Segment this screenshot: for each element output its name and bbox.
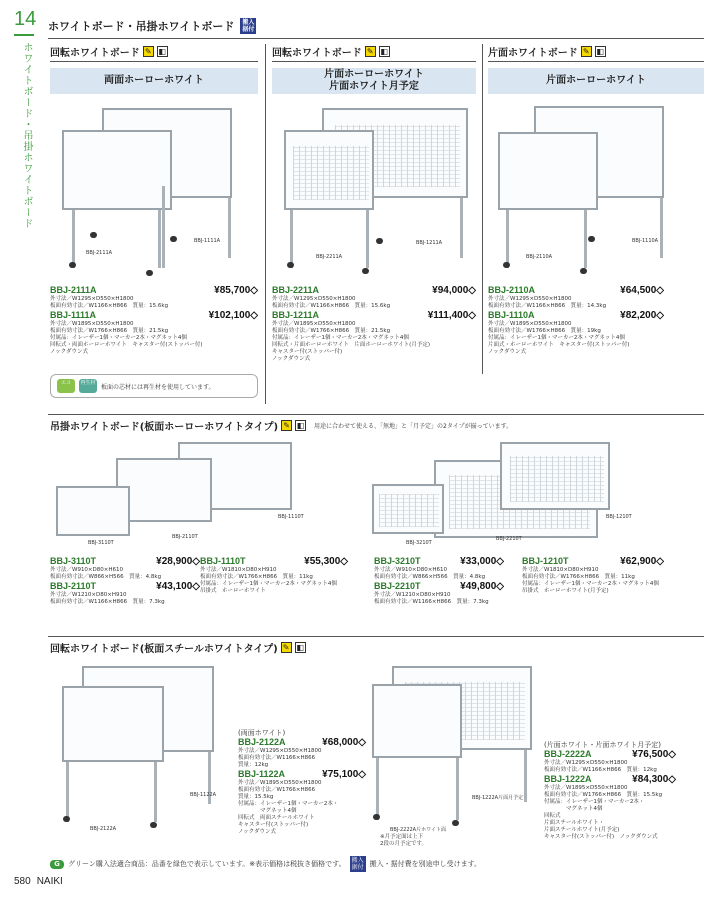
eco-note-box	[50, 374, 258, 398]
column-divider	[265, 44, 266, 404]
section-title: 吊掛ホワイトボード(板面ホーローホワイトタイプ) ✎ ◧	[50, 421, 305, 433]
product-item: BBJ-1111A ¥102,100◇ 外寸法／W1895×D550×H1800 板面有効寸法／W1766×H866 質量：21.5kg 付属品：イレーザー1個・マーカー2本・マグネット4個 回転式・両面ホーローホワイト キャスター付(ストッパー付) ノックダウン式	[50, 310, 258, 355]
footer-note: G グリーン購入法適合商品：品番を緑色で表示しています。※表示価格は税抜き価格です。 搬入据付 搬入・据付費を別途申し受けます。	[50, 856, 481, 872]
product-item: BBJ-1110A ¥82,200◇ 外寸法／W1895×D550×H1800 板面有効寸法／W1766×H866 質量：19kg 付属品：イレーザー1個・マーカー2本・マグネット4個 片面式・ホーローホワイト キャスター付(ストッパー付) ノックダウン式	[488, 310, 664, 355]
magnet-icon: ◧	[158, 47, 166, 56]
marker-icon: ✎	[143, 46, 154, 57]
product-code: BBJ-1122A	[238, 769, 286, 779]
section-title: 片面ホワイトボード ✎ ◧	[488, 47, 604, 59]
marker-icon: ✎	[581, 46, 592, 57]
eco-icon: エコ	[57, 379, 75, 393]
image-label: BBJ-2111A	[86, 250, 113, 256]
product-price: ¥55,300◇	[304, 556, 348, 567]
marker-icon: ✎	[281, 642, 292, 653]
section-rule	[48, 636, 704, 637]
product-price: ¥84,300◇	[632, 774, 676, 785]
product-item: BBJ-3210T ¥33,000◇ 外寸法／W910×D80×H610 板面有効寸法／W866×H566 質量：4.8kg	[374, 556, 504, 580]
product-item: BBJ-2110T ¥43,100◇ 外寸法／W1210×D80×H910 板面有効寸法／W1166×H866 質量：7.3kg	[50, 581, 200, 605]
image-label: BBJ-3110T	[88, 540, 114, 546]
product-price: ¥33,000◇	[460, 556, 504, 567]
image-label: BBJ-1210T	[606, 514, 632, 520]
delivery-badge: 搬入据付	[351, 857, 364, 871]
column-b	[272, 44, 476, 94]
image-label: BBJ-2222A片ホワイト面	[390, 827, 446, 833]
recycle-icon: 再生材	[79, 379, 97, 393]
product-item: BBJ-1122A ¥75,100◇ 外寸法／W1895×D550×H1800 板面有効寸法／W1766×H866 質量：15.5kg 付属品：イレーザー1個・マーカー2本・ マグネット4個 回転式 両面スチールホワイト キャスター付(ストッパー付) ノックダウン式	[238, 769, 366, 835]
image-label: BBJ-2110A	[526, 254, 553, 260]
product-item: BBJ-2122A ¥68,000◇ 外寸法／W1295×D550×H1800 板面有効寸法／W1166×H866 質量：12kg	[238, 737, 366, 768]
product-price: ¥43,100◇	[156, 581, 200, 592]
product-code: BBJ-3110T	[50, 556, 97, 566]
whiteboard-stand-image	[50, 98, 258, 278]
image-label: BBJ-1110T	[278, 514, 304, 520]
section-2-header	[50, 418, 704, 433]
month-schedule-note: ※月予定面は上下 2段の月予定です。	[380, 834, 428, 847]
page-footer	[14, 876, 63, 887]
product-item: BBJ-1210T ¥62,900◇ 外寸法／W1810×D80×H910 板面有効寸法／W1766×H866 質量：11kg 付属品：イレーザー1個・マーカー2本・マグネット4個 吊掛式 ホーローホワイト(月予定)	[522, 556, 664, 594]
hanging-board-image	[50, 436, 320, 551]
group-heading: (片面ホワイト・片面ホワイト月予定)	[544, 741, 662, 749]
product-price: ¥62,900◇	[620, 556, 664, 567]
product-list	[374, 556, 504, 606]
image-label: BBJ-2210T	[496, 536, 522, 542]
marker-icon: ✎	[281, 420, 292, 431]
header-rule	[48, 38, 704, 39]
image-label: BBJ-2211A	[316, 254, 343, 260]
product-subtitle: 片面ホーローホワイト 片面ホワイト月予定	[272, 68, 476, 94]
section-rule	[48, 414, 704, 415]
product-item: BBJ-1211A ¥111,400◇ 外寸法／W1895×D550×H1800 板面有効寸法／W1766×H866 質量：21.5kg 付属品：イレーザー1個・マーカー2本・マグネット4個 回転式・片面ホーローホワイト 片面ホーローホワイト(月予定) キャスター付(ストッパー付) ノックダウン式	[272, 310, 476, 362]
product-group-left	[238, 730, 366, 836]
whiteboard-stand-image	[488, 98, 704, 278]
product-code: BBJ-1211A	[272, 310, 320, 320]
product-code: BBJ-2122A	[238, 737, 286, 747]
product-price: ¥68,000◇	[322, 737, 366, 748]
image-label: BBJ-1111A	[194, 238, 221, 244]
product-code: BBJ-2110A	[488, 285, 536, 295]
product-code: BBJ-1110A	[488, 310, 535, 320]
hanging-board-image	[370, 436, 670, 551]
section-title: 回転ホワイトボード ✎ ◧	[272, 47, 388, 59]
product-price: ¥85,700◇	[214, 285, 258, 296]
whiteboard-stand-image	[368, 660, 540, 838]
product-list	[272, 285, 476, 363]
section-title: 回転ホワイトボード(板面スチールホワイトタイプ) ✎ ◧	[50, 643, 304, 655]
product-price: ¥94,000◇	[432, 285, 476, 296]
product-price: ¥76,500◇	[632, 749, 676, 760]
section-title: 回転ホワイトボード ✎ ◧	[50, 47, 166, 59]
image-label: BBJ-1211A	[416, 240, 443, 246]
product-list	[50, 556, 200, 606]
column-c	[488, 44, 704, 94]
product-price: ¥102,100◇	[208, 310, 258, 321]
page-number: 580	[14, 876, 31, 887]
marker-icon: ✎	[365, 46, 376, 57]
image-label: BBJ-1110A	[632, 238, 659, 244]
product-item: BBJ-2211A ¥94,000◇ 外寸法／W1295×D550×H1800 板面有効寸法／W1166×H866 質量：15.6kg	[272, 285, 476, 309]
product-subtitle: 両面ホーローホワイト	[50, 68, 258, 94]
product-list	[50, 285, 258, 356]
product-price: ¥49,800◇	[460, 581, 504, 592]
sidebar-category: ホワイトボード・吊掛ホワイトボード	[14, 34, 34, 229]
product-code: BBJ-2111A	[50, 285, 97, 295]
product-code: BBJ-1110T	[200, 556, 246, 566]
green-purchase-icon: G	[50, 860, 64, 869]
product-code: BBJ-2222A	[544, 749, 592, 759]
product-code: BBJ-3210T	[374, 556, 421, 566]
product-item: BBJ-1222A ¥84,300◇ 外寸法／W1895×D550×H1800 板面有効寸法／W1766×H866 質量：15.5kg 付属品：イレーザー1個・マーカー2本・ マグネット4個 回転式 片面スチールホワイト・ 片面スチールホワイト(月予定) キャスター付(ストッパー付) ノックダウン式	[544, 774, 676, 840]
whiteboard-stand-image	[272, 98, 476, 278]
product-code: BBJ-1210T	[522, 556, 569, 566]
eco-note: 板面の芯材には再生材を使用しています。	[101, 383, 215, 391]
product-code: BBJ-2210T	[374, 581, 421, 591]
delivery-badge: 搬入据付	[242, 19, 255, 33]
group-heading: (両面ホワイト)	[238, 729, 286, 737]
product-price: ¥64,500◇	[620, 285, 664, 296]
product-code: BBJ-2211A	[272, 285, 320, 295]
image-label: BBJ-3210T	[406, 540, 432, 546]
product-item: BBJ-2222A ¥76,500◇ 外寸法／W1295×D550×H1800 板面有効寸法／W1166×H866 質量：12kg	[544, 749, 676, 773]
magnet-icon: ◧	[296, 643, 304, 652]
product-item: BBJ-2110A ¥64,500◇ 外寸法／W1295×D550×H1800 板面有効寸法／W1166×H866 質量：14.3kg	[488, 285, 664, 309]
product-list	[200, 556, 348, 595]
product-price: ¥111,400◇	[427, 310, 476, 321]
image-label: BBJ-2110T	[172, 534, 198, 540]
product-list	[488, 285, 664, 356]
whiteboard-stand-image	[50, 660, 236, 838]
product-code: BBJ-2110T	[50, 581, 97, 591]
image-label: BBJ-2122A	[90, 826, 117, 832]
product-price: ¥75,100◇	[322, 769, 366, 780]
magnet-icon: ◧	[596, 47, 604, 56]
page-header	[48, 18, 256, 34]
image-label: BBJ-1222A片面月予定	[472, 795, 524, 801]
product-item: BBJ-2210T ¥49,800◇ 外寸法／W1210×D80×H910 板面有効寸法／W1166×H866 質量：7.3kg	[374, 581, 504, 605]
product-group-right	[544, 742, 676, 841]
column-divider	[482, 44, 483, 374]
image-label: BBJ-1122A	[190, 792, 217, 798]
product-code: BBJ-1111A	[50, 310, 97, 320]
product-item: BBJ-1110T ¥55,300◇ 外寸法／W1810×D80×H910 板面有効寸法／W1766×H866 質量：11kg 付属品：イレーザー1個・マーカー2本・マグネット4個 吊掛式 ホーローホワイト	[200, 556, 348, 594]
product-price: ¥82,200◇	[620, 310, 664, 321]
magnet-icon: ◧	[296, 421, 305, 430]
product-price: ¥28,900◇	[156, 556, 200, 567]
product-list	[522, 556, 664, 595]
product-item: BBJ-3110T ¥28,900◇ 外寸法／W910×D80×H610 板面有効寸法／W866×H566 質量：4.8kg	[50, 556, 200, 580]
product-subtitle: 片面ホーローホワイト	[488, 68, 704, 94]
brand-name: NAIKI	[36, 876, 63, 887]
header-title: ホワイトボード・吊掛ホワイトボード	[48, 20, 235, 33]
section-3-header	[50, 640, 306, 655]
page-number-top: 14	[14, 8, 37, 30]
section-note: 用途に合わせて使える、「無地」と「月予定」の2タイプが揃っています。	[314, 423, 513, 430]
magnet-icon: ◧	[380, 47, 388, 56]
column-a	[50, 44, 258, 94]
product-item: BBJ-2111A ¥85,700◇ 外寸法／W1295×D550×H1800 板面有効寸法／W1166×H866 質量：15.6kg	[50, 285, 258, 309]
product-code: BBJ-1222A	[544, 774, 592, 784]
